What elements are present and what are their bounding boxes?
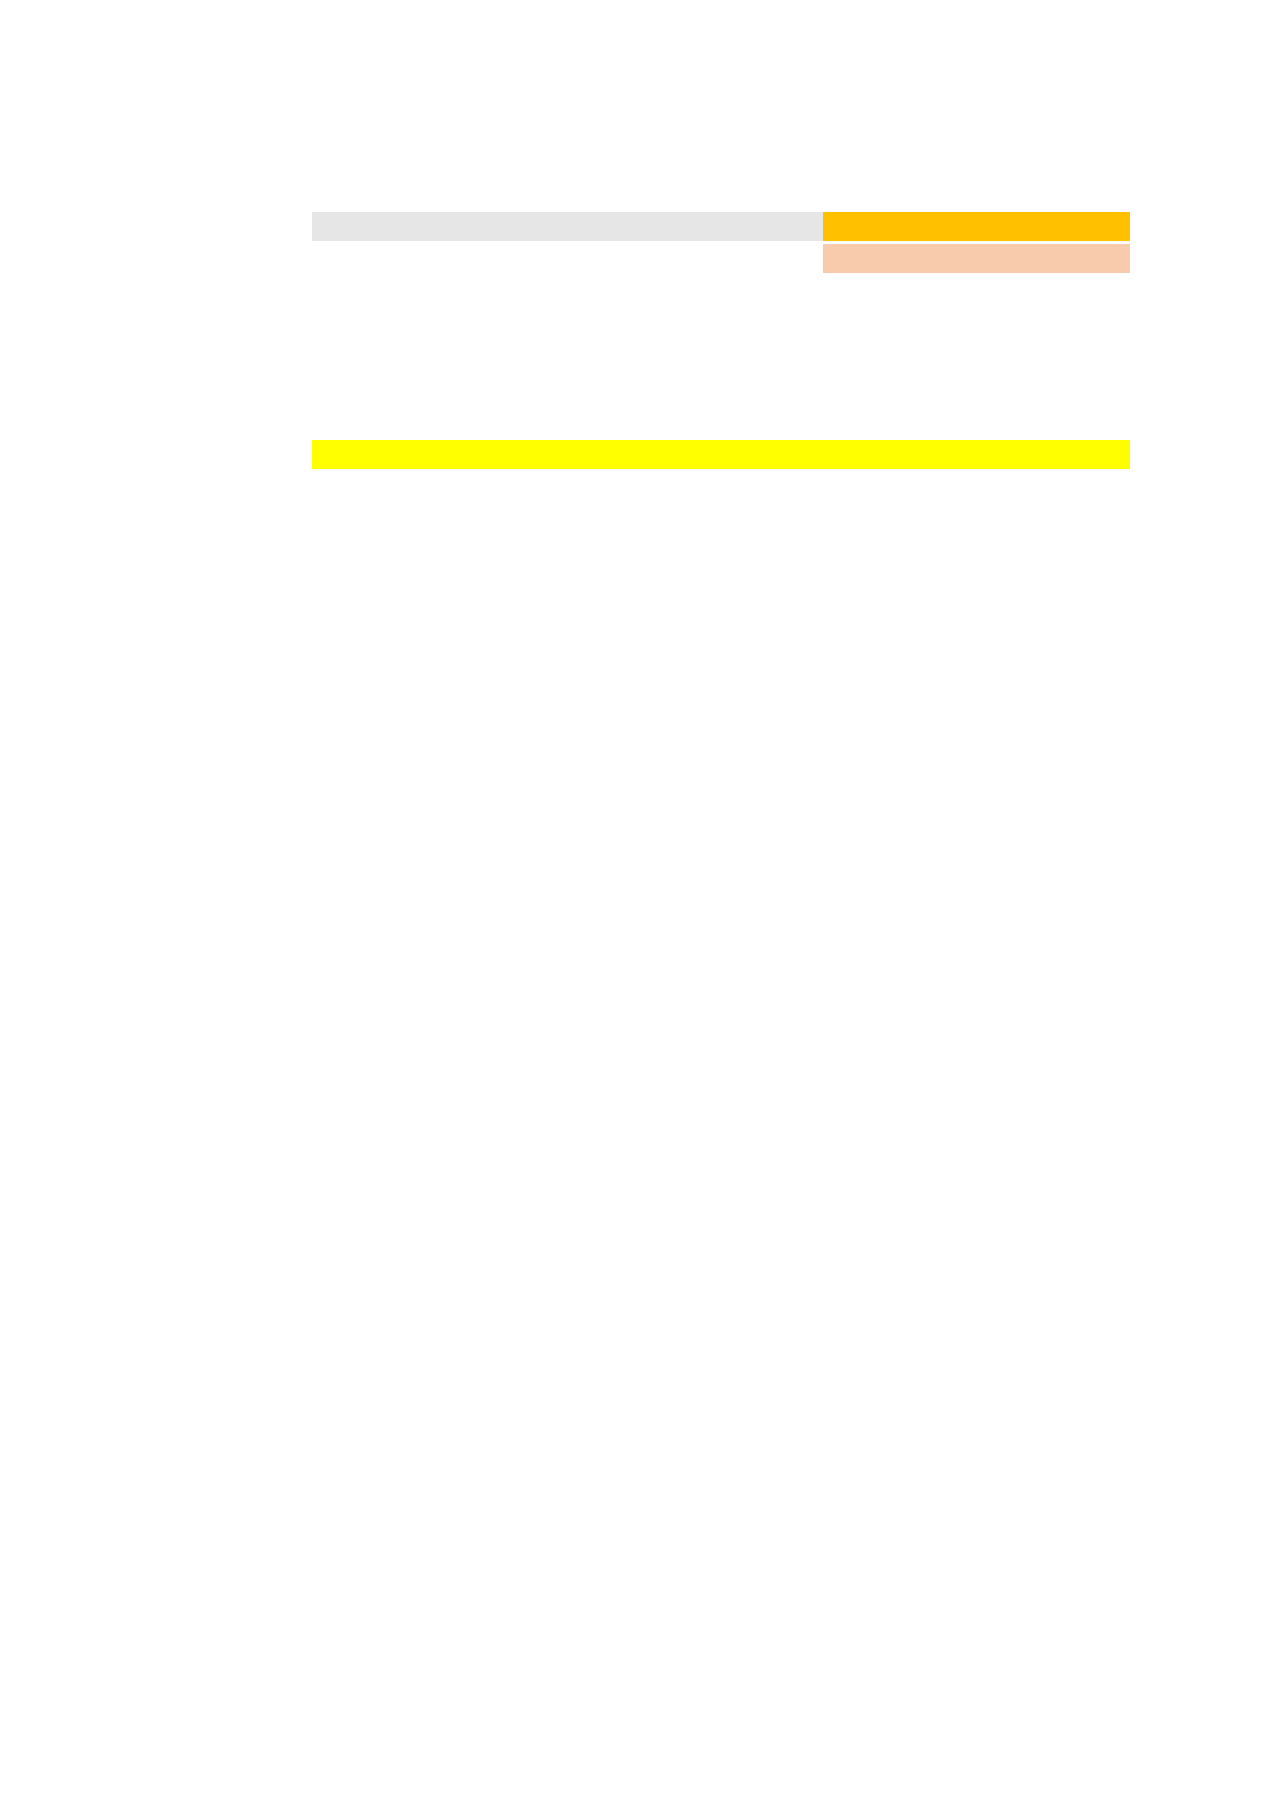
band-peach: [823, 244, 1130, 273]
band-gray: [312, 212, 823, 241]
band-yellow: [312, 440, 1130, 469]
band-orange: [823, 212, 1130, 241]
